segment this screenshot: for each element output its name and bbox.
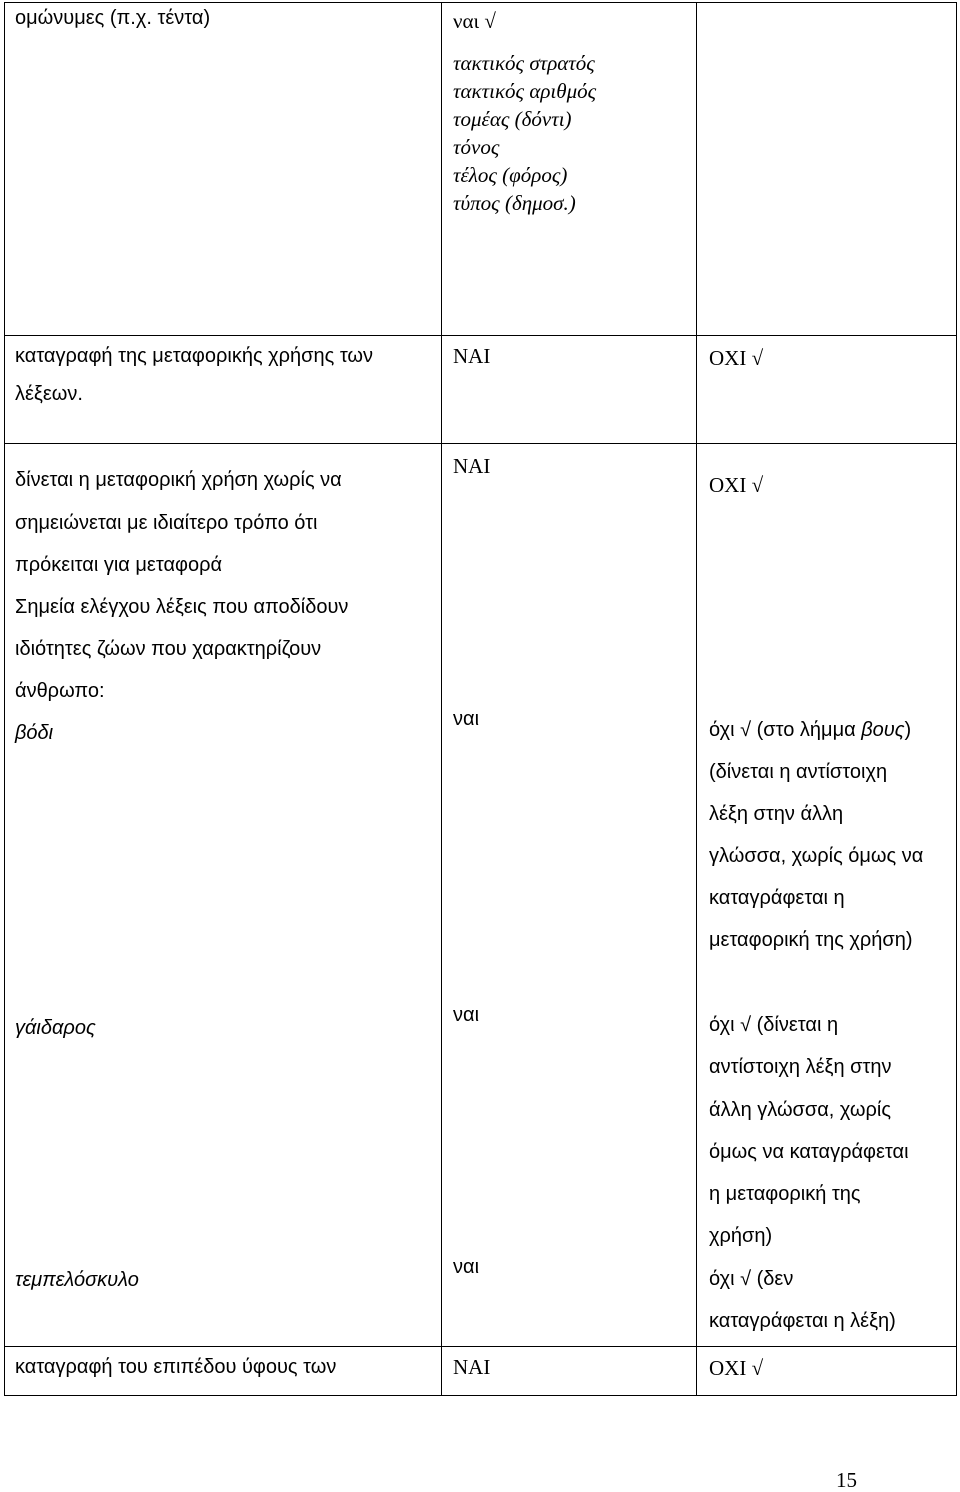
- metaphoric-use-label: καταγραφή της μεταφορικής χρήσης των: [15, 345, 374, 367]
- metaphoric-use-no: ΟΧΙ √: [709, 346, 764, 370]
- col-border-right: [956, 2, 957, 1396]
- item-gaidaros-note: η μεταφορική της: [709, 1183, 861, 1205]
- homonym-example: τέλος (φόρος): [453, 163, 568, 187]
- row-top-border: [4, 2, 957, 3]
- item-tempeloskylo-yes: ναι: [453, 1256, 480, 1278]
- item-gaidaros-note: αντίστοιχη λέξη στην: [709, 1056, 892, 1078]
- item-gaidaros-yes: ναι: [453, 1004, 480, 1026]
- homonyms-yes: ναι √: [453, 9, 496, 33]
- unmarked-metaphor-label: πρόκειται για μεταφορά: [15, 554, 223, 576]
- homonym-example: τύπος (δημοσ.): [453, 191, 576, 215]
- style-level-yes: ΝΑΙ: [453, 1355, 491, 1379]
- checkpoints-label: άνθρωπο:: [15, 680, 105, 702]
- style-level-no: ΟΧΙ √: [709, 1356, 764, 1380]
- item-vodi-note: λέξη στην άλλη: [709, 803, 844, 825]
- row-divider-2: [4, 443, 957, 444]
- metaphoric-use-yes: ΝΑΙ: [453, 344, 491, 368]
- homonym-example: τομέας (δόντι): [453, 107, 572, 131]
- unmarked-metaphor-label: δίνεται η μεταφορική χρήση χωρίς να: [15, 469, 342, 491]
- lemma-word: βους: [861, 719, 905, 741]
- unmarked-metaphor-yes: ΝΑΙ: [453, 454, 491, 478]
- unmarked-metaphor-no: ΟΧΙ √: [709, 473, 764, 497]
- col-border-left: [4, 2, 5, 1396]
- row-divider-1: [4, 335, 957, 336]
- item-gaidaros-note: όμως να καταγράφεται: [709, 1141, 909, 1163]
- homonym-example: τακτικός στρατός: [453, 51, 595, 75]
- col-border-1: [441, 2, 442, 1396]
- table-bottom-border: [4, 1395, 957, 1396]
- item-gaidaros: γάιδαρος: [15, 1017, 96, 1039]
- homonym-example: τακτικός αριθμός: [453, 79, 597, 103]
- homonyms-label: ομώνυμες (π.χ. τέντα): [15, 7, 211, 29]
- item-tempeloskylo: τεμπελόσκυλο: [15, 1269, 139, 1291]
- item-vodi-note: γλώσσα, χωρίς όμως να: [709, 845, 924, 867]
- checkpoints-label: Σημεία ελέγχου λέξεις που αποδίδουν: [15, 596, 349, 618]
- row-divider-3: [4, 1346, 957, 1347]
- item-vodi-yes: ναι: [453, 708, 480, 730]
- homonym-example: τόνος: [453, 135, 500, 159]
- col-border-2: [696, 2, 697, 1396]
- item-gaidaros-no: όχι √ (δίνεται η: [709, 1014, 839, 1036]
- checkpoints-label: ιδιότητες ζώων που χαρακτηρίζουν: [15, 638, 322, 660]
- page-number: 15: [836, 1468, 857, 1492]
- item-vodi: βόδι: [15, 722, 54, 744]
- item-gaidaros-note: χρήση): [709, 1225, 773, 1247]
- item-vodi-no-lead: όχι √ (στο λήμμα: [709, 719, 862, 741]
- item-vodi-note: (δίνεται η αντίστοιχη: [709, 761, 888, 783]
- style-level-label: καταγραφή του επιπέδου ύφους των: [15, 1356, 337, 1378]
- unmarked-metaphor-label: σημειώνεται με ιδιαίτερο τρόπο ότι: [15, 512, 318, 534]
- item-vodi-no: [709, 720, 911, 740]
- item-gaidaros-note: άλλη γλώσσα, χωρίς: [709, 1099, 891, 1121]
- item-tempeloskylo-note: καταγράφεται η λέξη): [709, 1310, 896, 1332]
- item-tempeloskylo-no: όχι √ (δεν: [709, 1268, 794, 1290]
- metaphoric-use-label: λέξεων.: [15, 383, 83, 405]
- item-vodi-note: μεταφορική της χρήση): [709, 929, 913, 951]
- item-vodi-no-close: ): [904, 719, 912, 741]
- item-vodi-note: καταγράφεται η: [709, 887, 845, 909]
